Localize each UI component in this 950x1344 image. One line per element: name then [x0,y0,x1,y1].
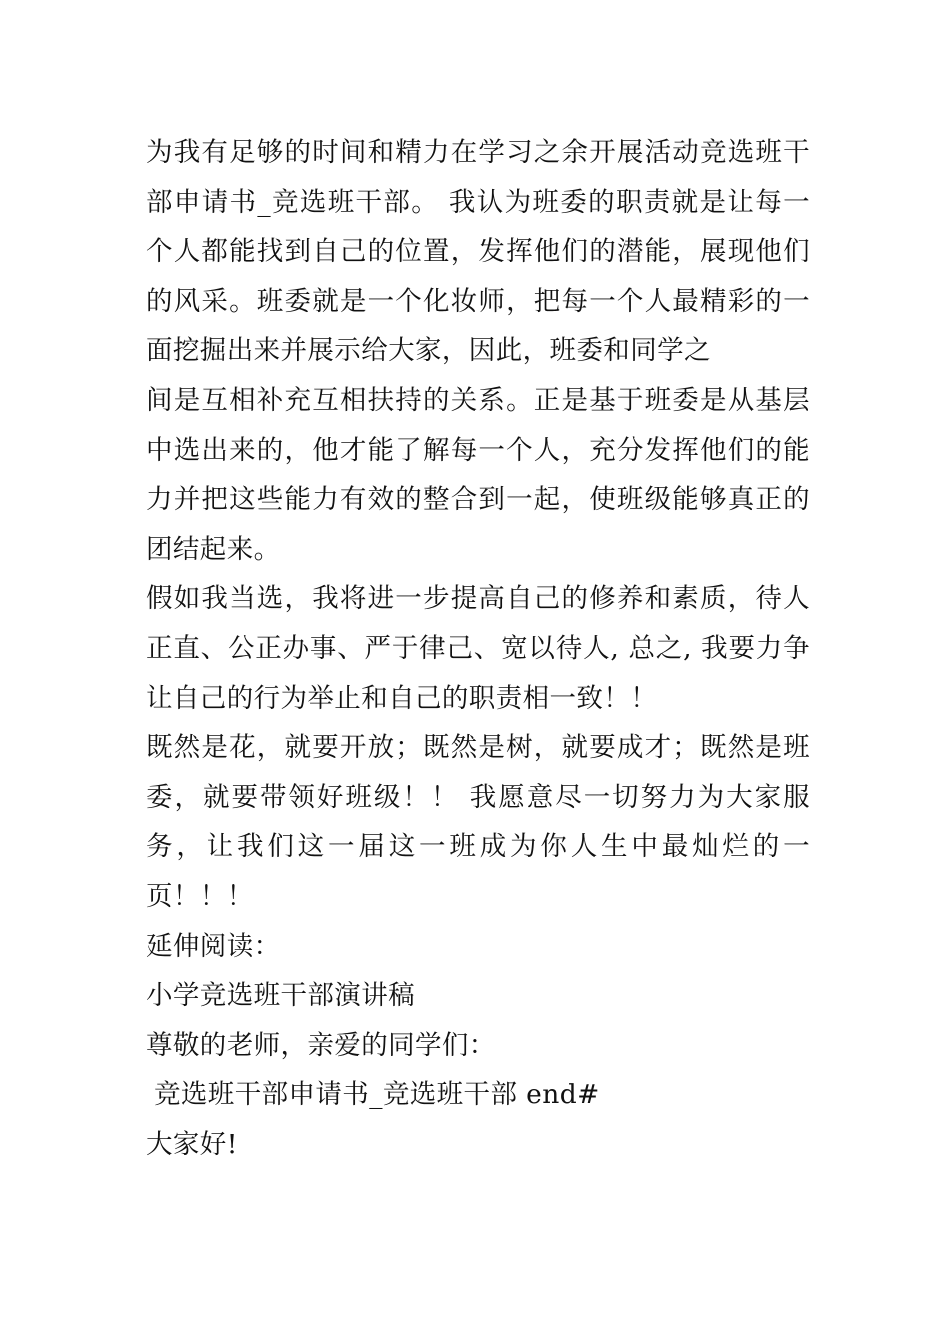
end-marker: 竞选班干部申请书_竞选班干部 end# [154,1079,600,1111]
extended-reading-label: 延伸阅读： [146,930,281,962]
speech-title: 小学竞选班干部演讲稿 [146,980,415,1012]
paragraph-intro: 为我有足够的时间和精力在学习之余开展活动竞选班干部申请书_竞选班干部。 我认为班委的职责就是让每一个人都能找到自己的位置，发挥他们的潜能，展现他们的风采。班委就是一个化妆师，把每一个人最精彩的一面挖掘出来并展示给大家，因此，班委和同学之 [146,137,810,367]
document-body [146,128,810,1169]
salutation: 尊敬的老师，亲爱的同学们： [146,1029,496,1061]
paragraph-relationship: 间是互相补充互相扶持的关系。正是基于班委是从基层中选出来的，他才能了解每一个人，充分发挥他们的能力并把这些能力有效的整合到一起，使班级能够真正的团结起来。 [146,384,810,565]
greeting: 大家好! [146,1128,238,1160]
paragraph-closing: 既然是花，就要开放；既然是树，就要成才；既然是班委，就要带领好班级！！ 我愿意尽一切努力为大家服务，让我们这一届这一班成为你人生中最灿烂的一页！！！ [146,732,810,912]
paragraph-pledge: 假如我当选，我将进一步提高自己的修养和素质，待人正直、公正办事、严于律己、宽以待人, 总之, 我要力争让自己的行为举止和自己的职责相一致！！ [146,583,810,714]
